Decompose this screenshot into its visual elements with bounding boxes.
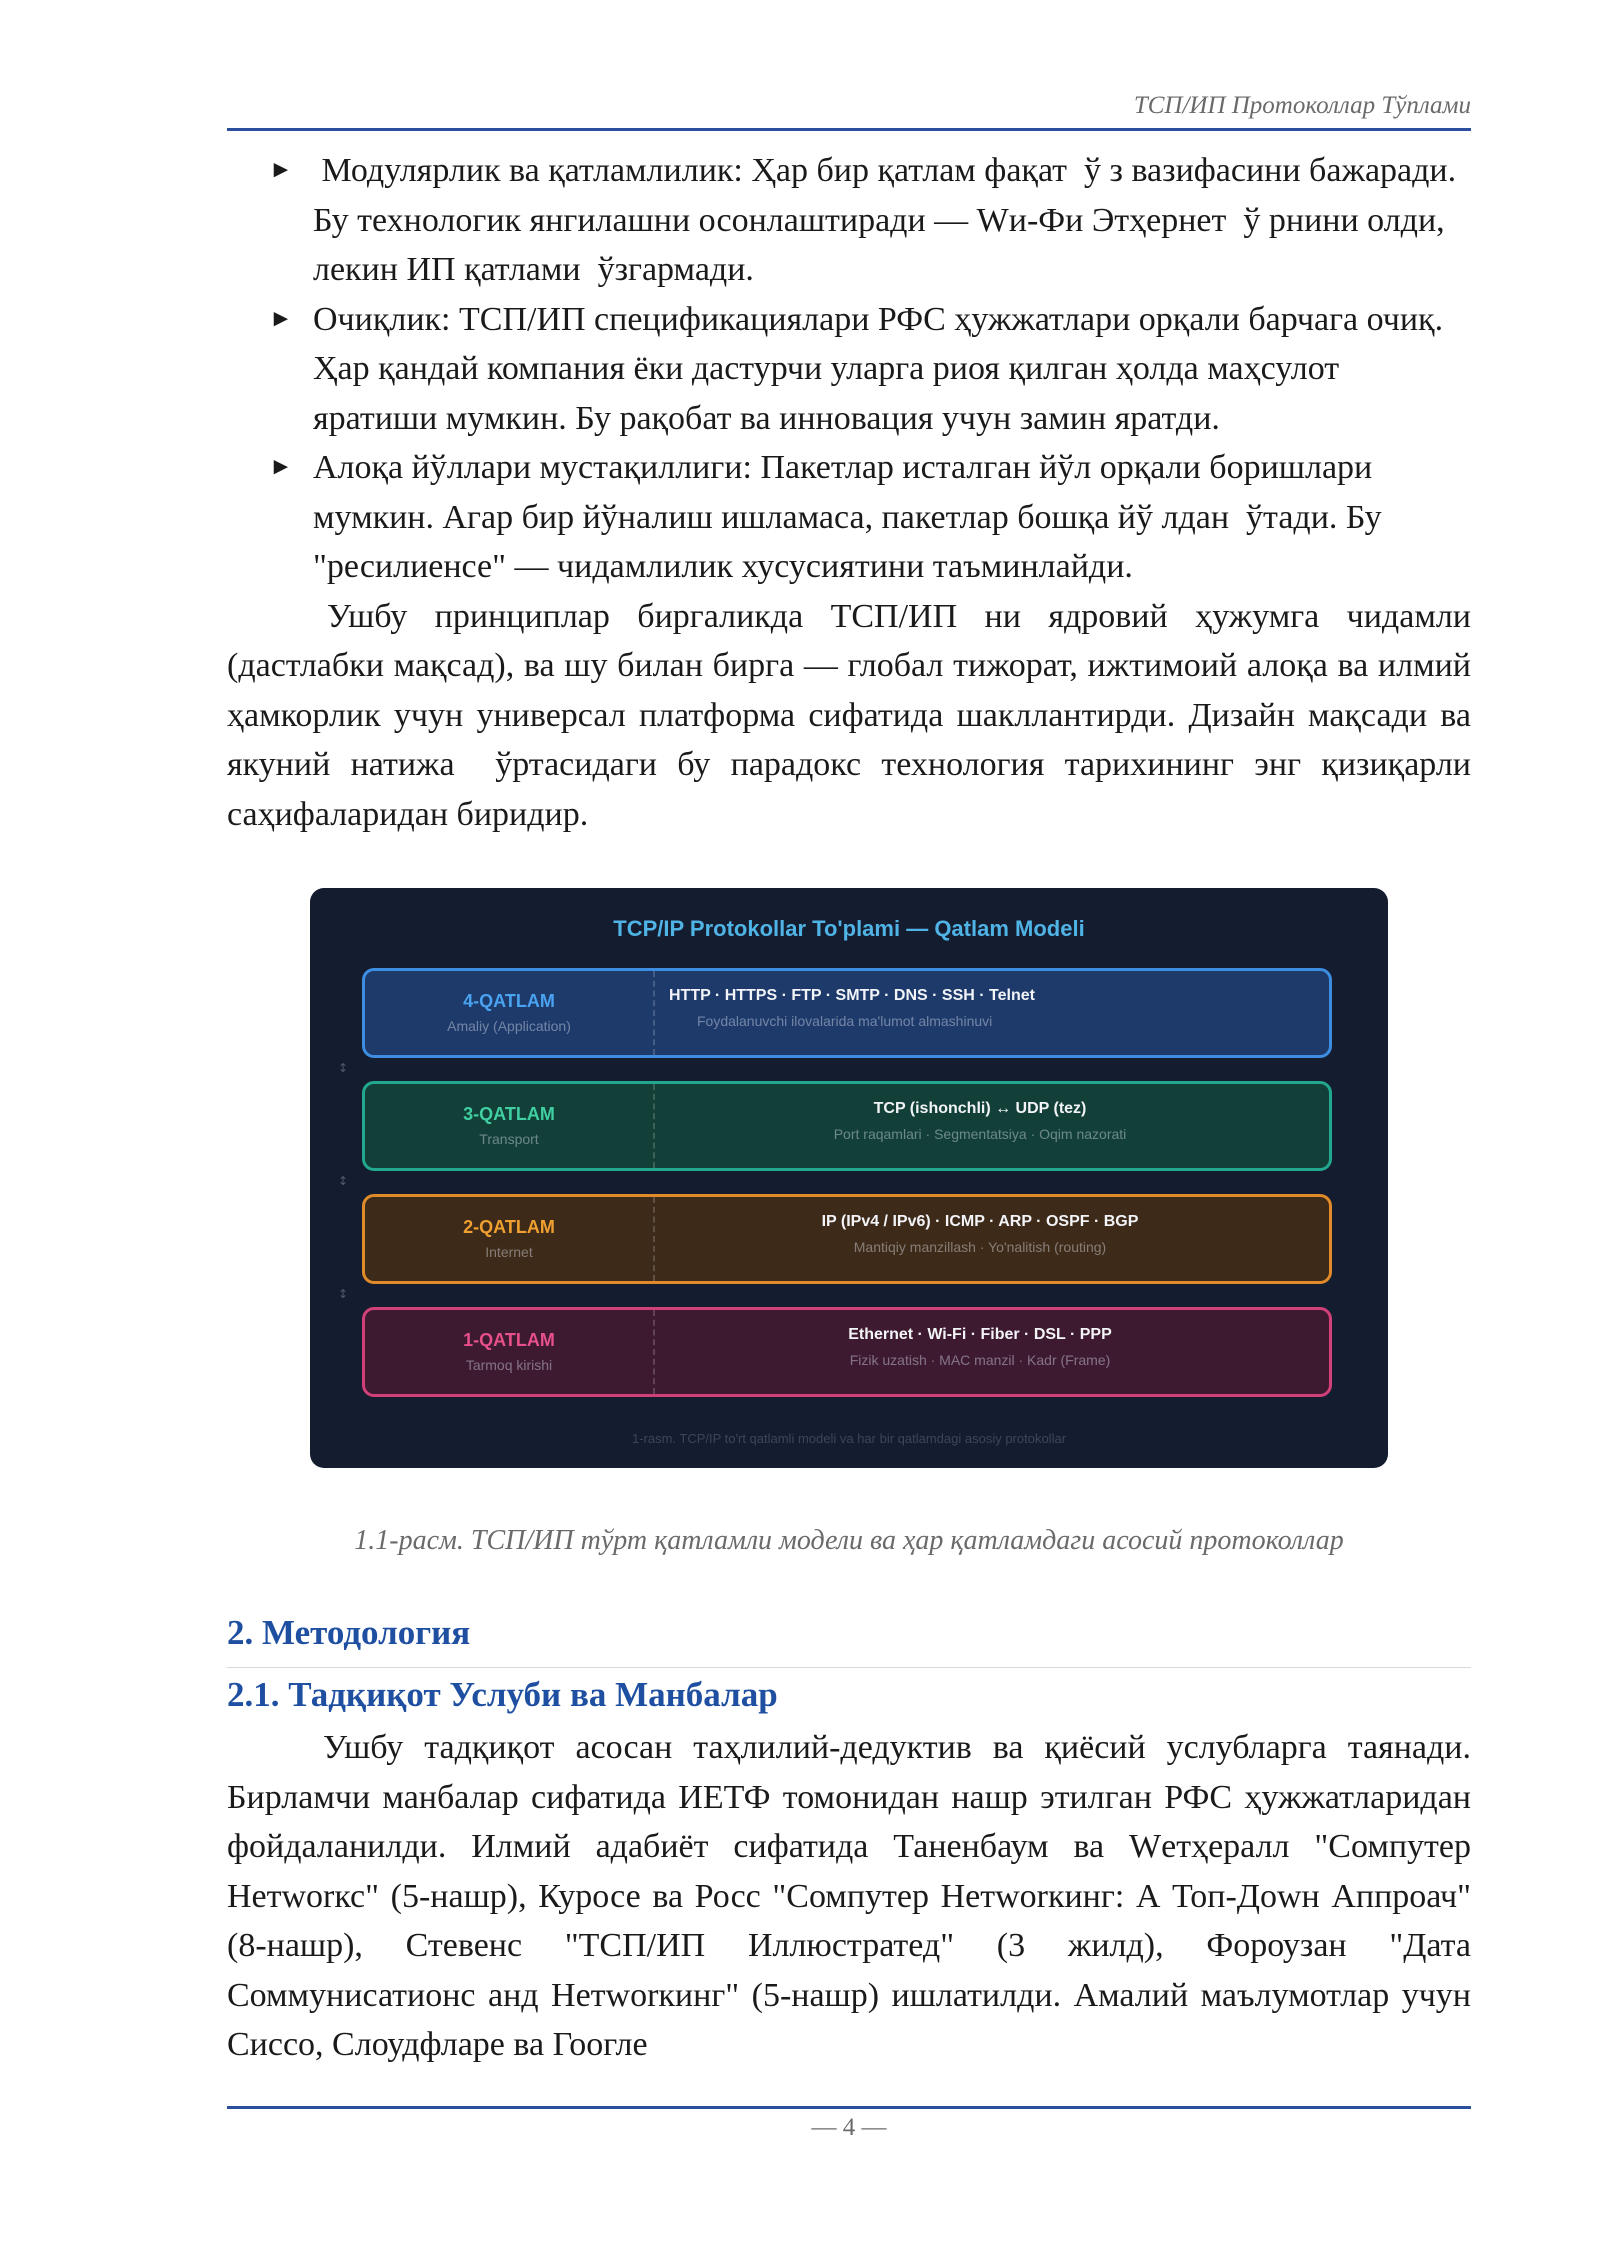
section-heading: 2. Методология xyxy=(227,1613,471,1652)
layer-subtitle: Amaliy (Application) xyxy=(447,1018,571,1034)
layer-protocols: HTTP · HTTPS · FTP · SMTP · DNS · SSH · Telnet xyxy=(669,987,1035,1004)
bullet-text: Модулярлик ва қатламлилик: Ҳар бир қатлам фақат ў з вазифасини бажаради. Бу технологик янгилашни осонлаштиради — Wи-Фи Этҳернет ў рнини олди, лекин ИП қатлами ўзгармади. xyxy=(313,152,1457,288)
layer-subtitle: Transport xyxy=(479,1131,539,1147)
layer-content xyxy=(655,971,1305,1055)
layer-content xyxy=(655,1310,1305,1394)
bullet-marker-icon: ► xyxy=(269,454,293,480)
footer-rule xyxy=(227,2106,1471,2109)
list-item xyxy=(227,295,1471,444)
layer-description: Foydalanuvchi ilovalarida ma'lumot almashinuvi xyxy=(697,1013,993,1029)
figure-caption: 1.1-расм. ТСП/ИП тўрт қатламли модели ва ҳар қатламдаги асосий протоколлар xyxy=(354,1525,1344,1556)
layer-name: 1-QATLAM xyxy=(463,1330,555,1350)
arrow-icon: ↕ xyxy=(338,1061,349,1075)
arrow-icon: ↕ xyxy=(338,1174,349,1188)
layer-description: Fizik uzatish · MAC manzil · Kadr (Frame) xyxy=(849,1352,1111,1368)
bullet-marker-icon: ► xyxy=(269,305,293,332)
subsection-heading: 2.1. Тадқиқот Услуби ва Манбалар xyxy=(227,1675,778,1714)
layer-protocols: IP (IPv4 / IPv6) · ICMP · ARP · OSPF · BGP xyxy=(821,1213,1139,1230)
layer-protocols: Ethernet · Wi-Fi · Fiber · DSL · PPP xyxy=(848,1326,1112,1343)
layer-transport xyxy=(362,1081,1332,1171)
layer-internet xyxy=(362,1194,1332,1284)
bullet-text: Очиқлик: ТСП/ИП спецификациялари РФС ҳужжатлари орқали барчага очиқ. Ҳар қандай компания ёки дастурчи уларга риоя қилган ҳолда маҳсулот яратиши мумкин. Бу рақобат ва инновация учун замин яратди. xyxy=(313,300,1444,437)
figure-footnote: 1-rasm. TCP/IP to'rt qatlamli modeli va har bir qatlamdagi asosiy protokollar xyxy=(631,1431,1067,1446)
body-text xyxy=(227,146,1471,839)
bullet-marker-icon: ► xyxy=(269,157,293,183)
layer-description: Port raqamlari · Segmentatsiya · Oqim nazorati xyxy=(833,1126,1127,1142)
layer-description: Mantiqiy manzillash · Yo'nalitish (routing) xyxy=(853,1239,1107,1255)
body-paragraph: Ушбу тадқиқот асосан таҳлилий-дедуктив ва қиёсий услубларга таянади. Бирламчи манбалар сифатида ИЕТФ томонидан нашр этилган РФС ҳужжатларидан фойдаланилди. Илмий адабиёт сифатида Таненбаум ва Wетҳералл "Сомпутер Нетworкс" (5-нашр), Куросе ва Росс "Сомпутер Нетworкинг: А Топ-Доwн Аппроач" (8-нашр), Стевенс "ТСП/ИП Иллюстратед" (3 жилд), Фороузан "Дата Соммунисатионс анд Нетworкинг" (5-нашр) ишлатилди. Амалий маълумотлар учун Сиссо, Слоудфларе ва Гоогле xyxy=(227,1729,1471,2063)
layer-subtitle: Tarmoq kirishi xyxy=(465,1357,553,1373)
tcp-ip-layer-figure xyxy=(310,888,1388,1468)
body-paragraph: Ушбу принциплар биргаликда ТСП/ИП ни ядровий ҳужумга чидамли (дастлабки мақсад), ва шу билан бирга — глобал тижорат, ижтимоий алоқа ва илмий ҳамкорлик учун универсал платформа сифатида шакллантирди. Дизайн мақсади ва якуний натижа ўртасидаги бу парадокс технология тарихининг энг қизиқарли саҳифаларидан биридир. xyxy=(227,597,1471,833)
layer-subtitle: Internet xyxy=(485,1244,533,1260)
running-header: ТСП/ИП Протоколлар Тўплами xyxy=(1133,92,1471,119)
layer-label xyxy=(365,1084,655,1168)
layer-protocols: TCP (ishonchli) ↔ UDP (tez) xyxy=(873,1100,1087,1117)
arrow-icon: ↕ xyxy=(338,1287,349,1301)
section-body xyxy=(227,1723,1471,2070)
layer-label xyxy=(365,1197,655,1281)
layer-network-access xyxy=(362,1307,1332,1397)
layer-application xyxy=(362,968,1332,1058)
layer-name: 3-QATLAM xyxy=(463,1104,555,1124)
layer-name: 4-QATLAM xyxy=(463,991,555,1011)
figure-title: TCP/IP Protokollar To'plami — Qatlam Modeli xyxy=(613,916,1085,941)
list-item xyxy=(227,443,1471,592)
bullet-text: Алоқа йўллари мустақиллиги: Пакетлар исталган йўл орқали боришлари мумкин. Агар бир йўналиш ишламаса, пакетлар бошқа йў лдан ўтади. Бу "ресилиенсе" — чидамлилик хусусиятини таъминлайди. xyxy=(313,449,1382,585)
layer-content xyxy=(655,1197,1305,1281)
bullet-list xyxy=(227,146,1471,592)
layer-name: 2-QATLAM xyxy=(463,1217,555,1237)
header-rule xyxy=(227,128,1471,131)
layer-content xyxy=(655,1084,1305,1168)
page-number: — 4 — xyxy=(811,2114,887,2141)
list-item xyxy=(227,146,1471,295)
layer-label xyxy=(365,1310,655,1394)
section-divider xyxy=(227,1667,1471,1668)
document-page xyxy=(227,0,1471,2262)
layer-label xyxy=(365,971,655,1055)
